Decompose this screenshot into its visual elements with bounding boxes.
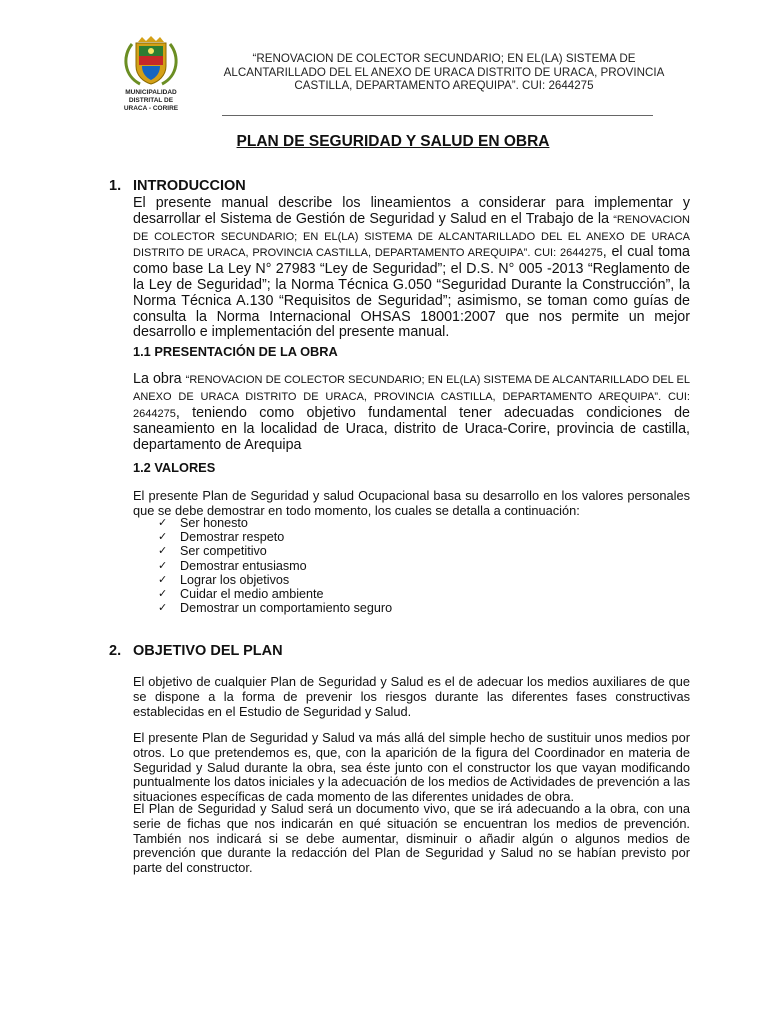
section-title: OBJETIVO DEL PLAN: [133, 643, 283, 659]
value-label: Demostrar un comportamiento seguro: [180, 601, 393, 616]
intro-text-a: El presente manual describe los lineamientos a considerar para implementar y desarrollar el Sistema de Gestión de Seguridad y Salud en el Trabajo de la: [133, 195, 690, 227]
intro-text-c: , el cual toma como base La Ley N° 27983 “Ley de Seguridad”; el D.S. N° 005 -2013 “Reglamento de la Ley de Seguridad”; la Norma Técnica G.050 “Seguridad Durante la Construcción”, la Norma Técnica A.130 “Requisitos de Seguridad”; asimismo, se toman como guías de consulta la Norma Internacional OHSAS 18001:2007 que nos permite un mejor desarrollo e implementación del presente manual.: [133, 244, 690, 341]
section-heading-introduccion: [109, 178, 246, 194]
values-list: [158, 516, 392, 615]
intro-project-name: “RENOVACION DE COLECTOR SECUNDARIO; EN EL(LA) SISTEMA DE ALCANTARILLADO DEL EL ANEXO DE URACA DISTRITO DE URACA, PROVINCIA CASTILLA, DEPARTAMENTO AREQUIPA”. CUI: 2644275: [133, 213, 690, 260]
value-label: Ser honesto: [180, 516, 248, 530]
presentacion-text-a: La obra: [133, 371, 186, 387]
checkmark-icon: ✓: [158, 587, 168, 600]
value-label: Cuidar el medio ambiente: [180, 586, 324, 601]
list-item: [158, 601, 392, 615]
intro-paragraph: [133, 196, 690, 341]
section-number: 2.: [109, 643, 122, 659]
value-label: Ser competitivo: [180, 544, 267, 559]
objetivo-paragraph-2: El presente Plan de Seguridad y Salud va más allá del simple hecho de sustituir unos medios por otros. Lo que pretendemos es, que, con la aparición de la figura del Coordinador en materia de Seguridad y Salud durante la obra, sea éste junto con el constructor los que vayan modificando puntualmente los datos iniciales y la adecuación de los medios de Actividades de prevención a las situaciones específicas de cada momento de las diferentes unidades de obra.: [133, 730, 691, 805]
header-line: CASTILLA, DEPARTAMENTO AREQUIPA”. CUI: 2644275: [294, 79, 594, 93]
project-title-header: [218, 52, 670, 93]
header-line: “RENOVACION DE COLECTOR SECUNDARIO; EN EL(LA) SISTEMA DE: [252, 52, 636, 65]
value-label: Demostrar respeto: [180, 530, 285, 545]
section-title: INTRODUCCION: [133, 178, 246, 194]
list-item: [158, 544, 392, 558]
section-number: 1.: [109, 178, 122, 194]
municipality-crest-icon: [118, 36, 184, 88]
valores-paragraph: El presente Plan de Seguridad y salud Ocupacional basa su desarrollo en los valores personales que se debe demostrar en todo momento, los cuales se detalla a continuación:: [133, 488, 690, 518]
list-item: [158, 559, 392, 573]
municipality-logo: [118, 36, 184, 114]
objetivo-paragraph-1: El objetivo de cualquier Plan de Seguridad y Salud es el de adecuar los medios auxiliares de que se dispone a la forma de prevenir los riesgos durante las diferentes fases constructivas establecidas en el Estudio de Seguridad y Salud.: [133, 674, 690, 719]
logo-text-line: DISTRITAL DE: [128, 97, 174, 104]
checkmark-icon: ✓: [158, 559, 168, 572]
list-item: [158, 530, 392, 544]
presentacion-project-name: “RENOVACION DE COLECTOR SECUNDARIO; EN EL(LA) SISTEMA DE ALCANTARILLADO DEL EL ANEXO DE URACA DISTRITO DE URACA, PROVINCIA CASTILLA, DEPARTAMENTO AREQUIPA”. CUI: 2644275: [133, 374, 690, 420]
subsection-heading-valores: 1.2 VALORES: [133, 460, 216, 475]
list-item: [158, 573, 392, 587]
checkmark-icon: ✓: [158, 573, 168, 586]
presentacion-paragraph: [133, 372, 690, 454]
checkmark-icon: ✓: [158, 517, 168, 529]
checkmark-icon: ✓: [158, 531, 168, 544]
value-label: Lograr los objetivos: [180, 572, 290, 587]
objetivo-paragraph-3: El Plan de Seguridad y Salud será un documento vivo, que se irá adecuando a la obra, con una serie de fichas que nos indicarán en qué situación se encuentran los medios de prevención. También nos indicará si se debe aumentar, disminuir o añadir algún o algunos medios de prevención que durante la redacción del Plan de Seguridad y Salud no se habían previsto por parte del constructor.: [133, 801, 690, 876]
presentacion-text-c: , teniendo como objetivo fundamental tener adecuadas condiciones de saneamiento en la localidad de Uraca, distrito de Uraca-Corire, provincia de castilla, departamento de Arequipa: [133, 404, 690, 454]
header-divider: [222, 115, 653, 116]
value-label: Demostrar entusiasmo: [180, 558, 307, 573]
list-item: [158, 587, 392, 601]
section-heading-objetivo: [109, 643, 283, 659]
subsection-heading-presentacion: 1.1 PRESENTACIÓN DE LA OBRA: [133, 344, 338, 359]
checkmark-icon: ✓: [158, 545, 168, 558]
checkmark-icon: ✓: [158, 602, 168, 615]
list-item: [158, 516, 392, 530]
header-line: ALCANTARILLADO DEL EL ANEXO DE URACA DISTRITO DE URACA, PROVINCIA: [223, 65, 665, 79]
page-header: [118, 36, 768, 116]
logo-text-line: MUNICIPALIDAD: [125, 89, 177, 96]
document-title: PLAN DE SEGURIDAD Y SALUD EN OBRA: [236, 133, 550, 150]
logo-text-line: URACA - CORIRE: [123, 105, 179, 112]
